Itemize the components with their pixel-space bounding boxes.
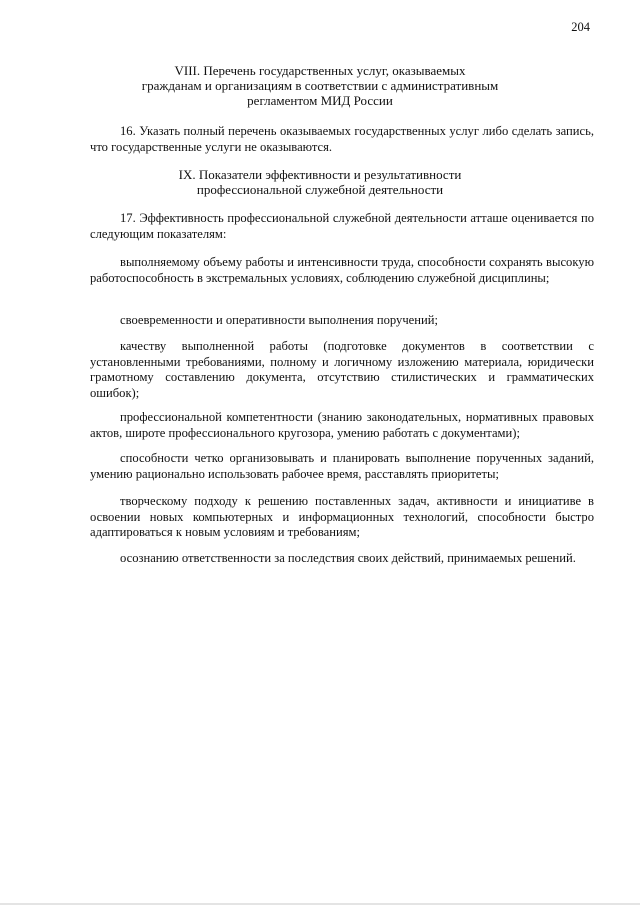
- section-heading-ix: [0, 167, 640, 197]
- criterion-item: творческому подходу к решению поставленных задач, активности и инициативе в освоении новых компьютерных и информационных технологий, способности быстро адаптироваться к новым условиям и требованиям;: [90, 494, 594, 539]
- criterion-item: выполняемому объему работы и интенсивности труда, способности сохранять высокую работоспособность в экстремальных условиях, соблюдению служебной дисциплины;: [90, 255, 594, 285]
- page-number: 204: [571, 20, 590, 34]
- criterion-item: осознанию ответственности за последствия своих действий, принимаемых решений.: [120, 551, 576, 565]
- heading-line: гражданам и организациям в соответствии с административным: [141, 78, 499, 93]
- criterion-item: своевременности и оперативности выполнения поручений;: [120, 313, 438, 327]
- heading-line: профессиональной служебной деятельности: [196, 182, 444, 197]
- section-heading-viii: [0, 63, 640, 108]
- criterion-item: способности четко организовывать и планировать выполнение порученных заданий, умению рационально использовать рабочее время, расставлять приоритеты;: [90, 451, 594, 481]
- heading-line: IX. Показатели эффективности и результативности: [178, 167, 462, 182]
- criterion-item: профессиональной компетентности (знанию законодательных, нормативных правовых актов, широте профессионального кругозора, умению работать с документами);: [90, 410, 594, 440]
- criterion-item: качеству выполненной работы (подготовке документов в соответствии с установленными требованиями, полному и логичному изложению материала, юридически грамотному составлению документа, отсутствию стилистических и грамматических ошибок);: [90, 339, 594, 400]
- heading-line: VIII. Перечень государственных услуг, оказываемых: [174, 63, 466, 78]
- heading-line: регламентом МИД России: [247, 93, 393, 108]
- paragraph-16: 16. Указать полный перечень оказываемых государственных услуг либо сделать запись, что государственные услуги не оказываются.: [90, 124, 594, 154]
- paragraph-17: 17. Эффективность профессиональной служебной деятельности атташе оценивается по следующим показателям:: [90, 211, 594, 241]
